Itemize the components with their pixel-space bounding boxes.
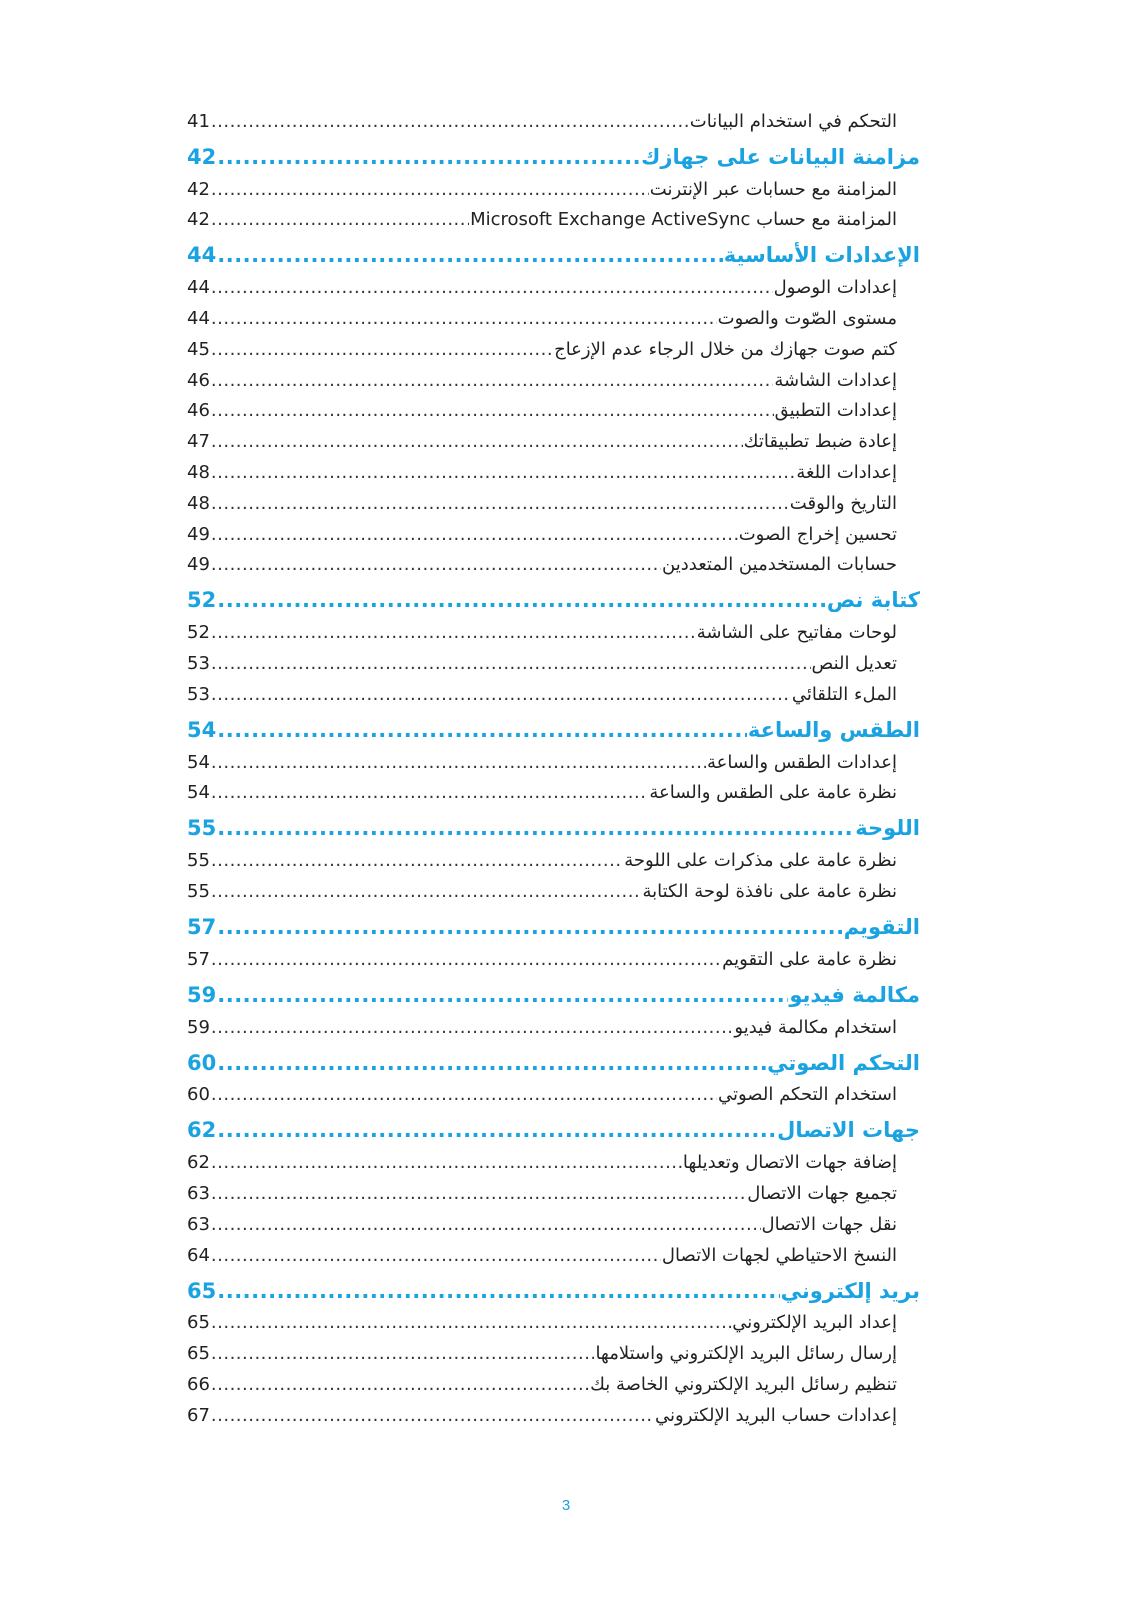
toc-entry-page: 65 — [187, 1343, 210, 1365]
toc-entry-page: 47 — [187, 431, 210, 453]
toc-entry-page: 63 — [187, 1213, 210, 1235]
dot-leader — [211, 308, 717, 329]
dot-leader — [211, 881, 642, 902]
dot-leader — [211, 339, 553, 360]
toc-entry-page: 52 — [187, 622, 210, 644]
toc-entry-title: إعداد البريد الإلكتروني — [732, 1312, 897, 1334]
toc-entry[interactable] — [187, 674, 920, 705]
dot-leader — [211, 752, 706, 773]
toc-entry[interactable] — [187, 200, 920, 231]
page-number: 3 — [561, 1497, 571, 1514]
dot-leader — [211, 1017, 734, 1038]
toc-entry[interactable] — [187, 1173, 920, 1204]
dot-leader — [211, 684, 791, 705]
toc-entry[interactable] — [187, 169, 920, 200]
toc-section-heading[interactable] — [187, 1106, 920, 1142]
toc-section-heading[interactable] — [187, 133, 920, 169]
toc-entry-page: 54 — [187, 751, 210, 773]
toc-entry-page: 44 — [187, 277, 210, 299]
toc-entry-page: 62 — [187, 1118, 217, 1143]
toc-entry-page: 60 — [187, 1084, 210, 1106]
toc-section-heading[interactable] — [187, 231, 920, 267]
dot-leader — [217, 718, 747, 742]
dot-leader — [211, 949, 721, 970]
toc-entry-page: 46 — [187, 400, 210, 422]
toc-entry-page: 65 — [187, 1312, 210, 1334]
dot-leader — [217, 1279, 779, 1303]
toc-entry[interactable] — [187, 1204, 920, 1235]
toc-entry-page: 54 — [187, 782, 210, 804]
dot-leader — [217, 915, 842, 939]
toc-entry[interactable] — [187, 421, 920, 452]
toc-entry-page: 59 — [187, 982, 217, 1007]
table-of-contents — [187, 101, 920, 1426]
toc-entry-title: نظرة عامة على نافذة لوحة الكتابة — [642, 880, 897, 902]
toc-entry-title: إعدادات الطقس والساعة — [706, 751, 897, 773]
toc-entry-page: 42 — [187, 209, 210, 231]
toc-entry-title: جهات الاتصال — [777, 1118, 920, 1143]
toc-section-heading[interactable] — [187, 971, 920, 1007]
toc-entry-page: 63 — [187, 1182, 210, 1204]
toc-entry-title: إعدادات الوصول — [773, 277, 897, 299]
toc-entry[interactable] — [187, 1142, 920, 1173]
dot-leader — [211, 400, 774, 421]
dot-leader — [211, 1152, 682, 1173]
toc-entry-title: إعادة ضبط تطبيقاتك — [743, 431, 897, 453]
toc-entry-page: 49 — [187, 523, 210, 545]
dot-leader — [211, 431, 743, 452]
toc-entry[interactable] — [187, 298, 920, 329]
dot-leader — [211, 622, 696, 643]
toc-entry-title: المزامنة مع حساب Microsoft Exchange ActiveSync — [470, 209, 897, 231]
dot-leader — [211, 1312, 731, 1333]
toc-entry-title: إرسال رسائل البريد الإلكتروني واستلامها — [595, 1343, 897, 1365]
toc-entry[interactable] — [187, 1303, 920, 1334]
toc-entry-title: استخدام مكالمة فيديو — [734, 1016, 897, 1038]
toc-entry-title: التاريخ والوقت — [789, 492, 897, 514]
toc-section-heading[interactable] — [187, 804, 920, 840]
toc-entry-title: إعدادات حساب البريد الإلكتروني — [655, 1404, 897, 1426]
toc-entry-title: كتابة نص — [826, 588, 920, 613]
dot-leader — [211, 370, 773, 391]
dot-leader — [211, 1245, 661, 1266]
toc-entry-title: نقل جهات الاتصال — [761, 1213, 897, 1235]
dot-leader — [217, 983, 788, 1007]
toc-section-heading[interactable] — [187, 576, 920, 612]
toc-entry-page: 57 — [187, 914, 217, 939]
toc-entry-title: الملء التلقائي — [791, 683, 897, 705]
toc-entry-page: 46 — [187, 369, 210, 391]
toc-entry[interactable] — [187, 514, 920, 545]
dot-leader — [211, 111, 689, 132]
toc-entry[interactable] — [187, 1235, 920, 1266]
dot-leader — [211, 462, 795, 483]
dot-leader — [217, 816, 854, 840]
dot-leader — [217, 588, 826, 612]
toc-entry-title: لوحات مفاتيح على الشاشة — [696, 622, 897, 644]
toc-entry[interactable] — [187, 612, 920, 643]
dot-leader — [211, 1405, 654, 1426]
toc-section-heading[interactable] — [187, 1039, 920, 1075]
dot-leader — [211, 1214, 761, 1235]
toc-entry-page: 44 — [187, 243, 217, 268]
toc-entry[interactable] — [187, 391, 920, 422]
dot-leader — [211, 277, 773, 298]
toc-entry-title: استخدام التحكم الصوتي — [717, 1084, 897, 1106]
toc-entry-title: حسابات المستخدمين المتعددين — [662, 554, 897, 576]
toc-entry-page: 52 — [187, 588, 217, 613]
toc-entry-title: التحكم الصوتي — [767, 1050, 920, 1075]
dot-leader — [211, 209, 469, 230]
toc-entry-page: 44 — [187, 307, 210, 329]
toc-entry[interactable] — [187, 840, 920, 871]
toc-entry-title: نظرة عامة على التقويم — [722, 948, 897, 970]
dot-leader — [217, 1118, 776, 1142]
toc-entry[interactable] — [187, 939, 920, 970]
toc-entry[interactable] — [187, 643, 920, 674]
toc-entry-page: 62 — [187, 1152, 210, 1174]
toc-entry-title: التحكم في استخدام البيانات — [689, 110, 897, 132]
dot-leader — [211, 653, 811, 674]
dot-leader — [211, 1084, 717, 1105]
toc-entry-page: 55 — [187, 850, 210, 872]
toc-entry[interactable] — [187, 452, 920, 483]
toc-entry[interactable] — [187, 329, 920, 360]
toc-entry[interactable] — [187, 1333, 920, 1364]
toc-entry-title: التقويم — [843, 914, 920, 939]
toc-entry-title: مستوى الصّوت والصوت — [717, 307, 897, 329]
toc-entry[interactable] — [187, 1364, 920, 1395]
toc-entry[interactable] — [187, 742, 920, 773]
toc-entry-page: 67 — [187, 1404, 210, 1426]
toc-section-heading[interactable] — [187, 706, 920, 742]
dot-leader — [217, 145, 640, 169]
dot-leader — [217, 1051, 766, 1075]
toc-entry[interactable] — [187, 483, 920, 514]
dot-leader — [211, 850, 623, 871]
toc-entry-title: الطقس والساعة — [747, 717, 920, 742]
toc-entry-page: 55 — [187, 816, 217, 841]
toc-entry-title: مزامنة البيانات على جهازك — [641, 144, 920, 169]
dot-leader — [217, 243, 723, 267]
toc-entry-page: 45 — [187, 338, 210, 360]
toc-entry-page: 66 — [187, 1373, 210, 1395]
toc-entry-page: 59 — [187, 1016, 210, 1038]
toc-entry[interactable] — [187, 1007, 920, 1038]
toc-entry[interactable] — [187, 360, 920, 391]
toc-entry-title: الإعدادات الأساسية — [723, 243, 920, 268]
dot-leader — [211, 179, 649, 200]
toc-entry-page: 48 — [187, 492, 210, 514]
toc-entry-page: 42 — [187, 178, 210, 200]
toc-entry[interactable] — [187, 545, 920, 576]
toc-entry-title: المزامنة مع حسابات عبر الإنترنت — [649, 178, 897, 200]
dot-leader — [211, 524, 738, 545]
dot-leader — [211, 554, 661, 575]
toc-entry-title: نظرة عامة على الطقس والساعة — [649, 782, 897, 804]
toc-entry[interactable] — [187, 101, 920, 132]
toc-entry[interactable] — [187, 1395, 920, 1426]
toc-entry-title: اللوحة — [855, 816, 920, 841]
toc-entry-title: تجميع جهات الاتصال — [747, 1182, 897, 1204]
dot-leader — [211, 782, 648, 803]
toc-section-heading[interactable] — [187, 903, 920, 939]
toc-entry-page: 55 — [187, 880, 210, 902]
toc-entry-page: 57 — [187, 948, 210, 970]
toc-entry-page: 54 — [187, 717, 217, 742]
toc-entry-title: إعدادات الشاشة — [774, 369, 897, 391]
toc-entry-page: 53 — [187, 683, 210, 705]
dot-leader — [211, 1183, 746, 1204]
dot-leader — [211, 1374, 589, 1395]
toc-entry-title: إعدادات اللغة — [796, 461, 897, 483]
dot-leader — [211, 493, 789, 514]
toc-entry-title: إضافة جهات الاتصال وتعديلها — [682, 1152, 897, 1174]
toc-entry-page: 65 — [187, 1278, 217, 1303]
toc-section-heading[interactable] — [187, 1267, 920, 1303]
toc-entry[interactable] — [187, 267, 920, 298]
toc-entry-page: 64 — [187, 1244, 210, 1266]
toc-entry-page: 49 — [187, 554, 210, 576]
toc-entry-title: بريد إلكتروني — [780, 1278, 920, 1303]
toc-entry-title: النسخ الاحتياطي لجهات الاتصال — [661, 1244, 897, 1266]
toc-entry-title: تعديل النص — [811, 652, 897, 674]
toc-entry-title: إعدادات التطبيق — [774, 400, 897, 422]
toc-entry-title: كتم صوت جهازك من خلال الرجاء عدم الإزعاج — [554, 338, 897, 360]
toc-entry-title: مكالمة فيديو — [789, 982, 920, 1007]
dot-leader — [211, 1343, 595, 1364]
toc-entry[interactable] — [187, 773, 920, 804]
toc-entry-page: 60 — [187, 1050, 217, 1075]
toc-entry-title: نظرة عامة على مذكرات على اللوحة — [624, 850, 897, 872]
toc-entry-page: 53 — [187, 652, 210, 674]
toc-entry-title: تنظيم رسائل البريد الإلكتروني الخاصة بك — [590, 1373, 897, 1395]
toc-entry[interactable] — [187, 1075, 920, 1106]
toc-entry-title: تحسين إخراج الصوت — [738, 523, 897, 545]
toc-entry-page: 42 — [187, 144, 217, 169]
toc-entry[interactable] — [187, 871, 920, 902]
toc-entry-page: 48 — [187, 461, 210, 483]
toc-entry-page: 41 — [187, 110, 210, 132]
